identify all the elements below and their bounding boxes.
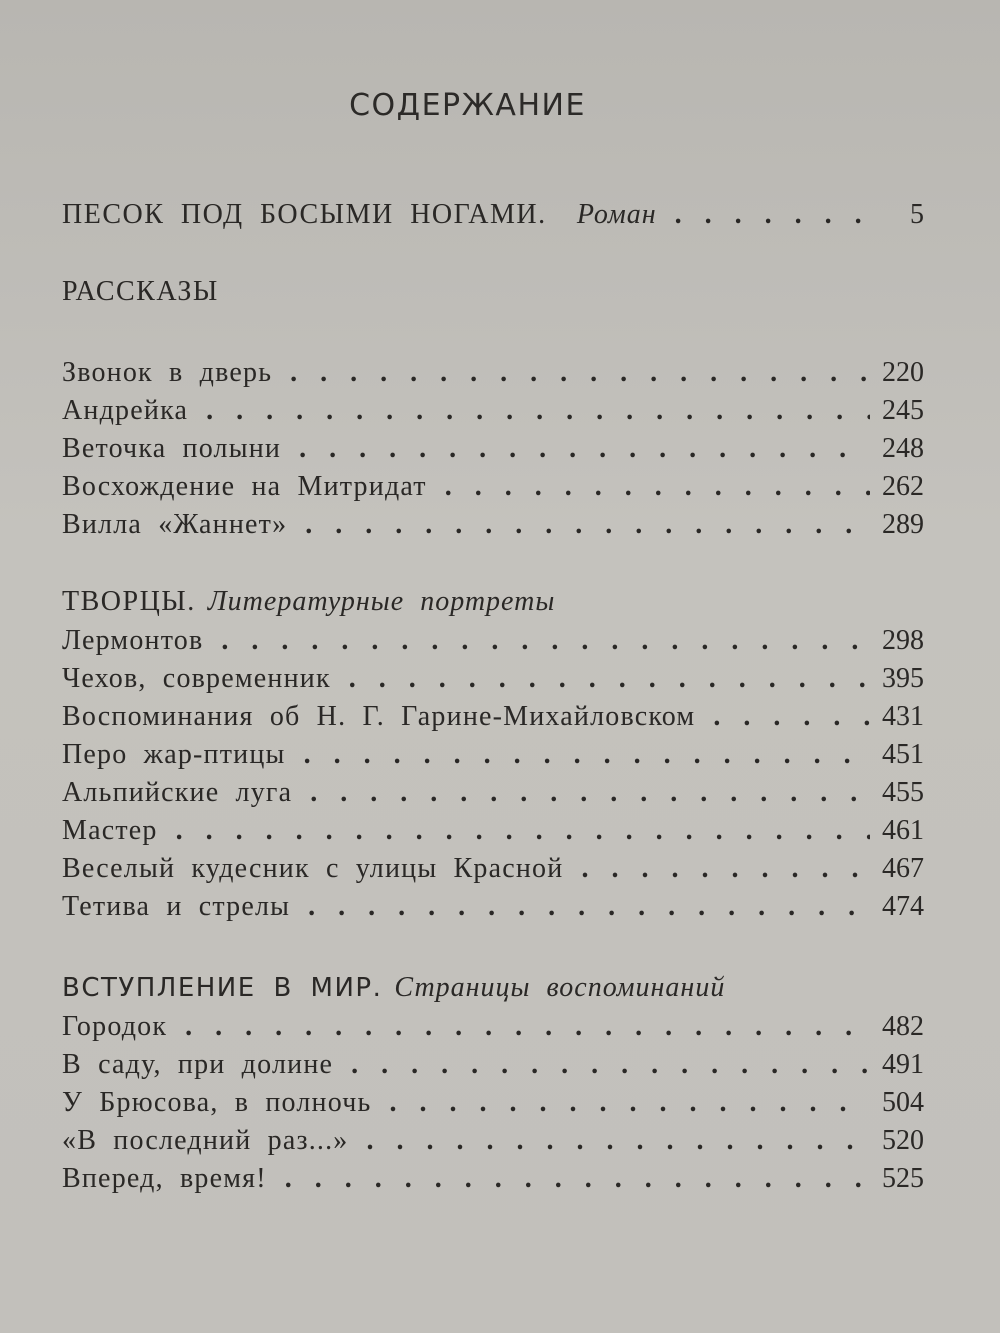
list-item: Веточка полыни . . . 248 <box>62 430 924 468</box>
list-item: Восхождение на Митридат . . . 262 <box>62 468 924 506</box>
leader-dots <box>657 196 870 234</box>
list-item: Звонок в дверь . . . 220 <box>62 354 924 392</box>
list-item: Мастер . . . 461 <box>62 812 924 850</box>
novel-label: ПЕСОК ПОД БОСЫМИ НОГАМИ. Роман <box>62 199 657 230</box>
list-item: Вилла «Жаннет» . . . 289 <box>62 506 924 544</box>
list-item: Вперед, время! . . . 525 <box>62 1160 924 1198</box>
list-item: Веселый кудесник с улицы Красной . . . 467 <box>62 850 924 888</box>
list-item: Лермонтов . . . 298 <box>62 622 924 660</box>
stories-heading: РАССКАЗЫ <box>62 276 219 307</box>
page-title: СОДЕРЖАНИЕ <box>349 88 586 123</box>
list-item: У Брюсова, в полночь . . . 504 <box>62 1084 924 1122</box>
creators-heading: ТВОРЦЫ. Литературные портреты <box>62 586 556 617</box>
novel-entry <box>62 196 924 234</box>
list-item: В саду, при долине . . . 491 <box>62 1046 924 1084</box>
list-item: Перо жар-птицы . . . 451 <box>62 736 924 774</box>
list-item: Тетива и стрелы . . . 474 <box>62 888 924 926</box>
entry-world-list <box>62 1008 924 1198</box>
list-item: Городок . . . 482 <box>62 1008 924 1046</box>
stories-list <box>62 354 924 544</box>
list-item: Чехов, современник . . . 395 <box>62 660 924 698</box>
entry-world-subtitle: Страницы воспоминаний <box>394 972 726 1003</box>
creators-subtitle: Литературные портреты <box>207 586 556 617</box>
list-item: Альпийские луга . . . 455 <box>62 774 924 812</box>
entry-world-heading: ВСТУПЛЕНИЕ В МИР. Страницы воспоминаний <box>62 972 726 1003</box>
list-item: Андрейка . . . 245 <box>62 392 924 430</box>
creators-list <box>62 622 924 926</box>
novel-subtitle: Роман <box>576 199 657 230</box>
novel-page: 5 <box>910 199 924 230</box>
list-item: Воспоминания об Н. Г. Гарине-Михайловском . . . 431 <box>62 698 924 736</box>
list-item: «В последний раз...» . . . 520 <box>62 1122 924 1160</box>
